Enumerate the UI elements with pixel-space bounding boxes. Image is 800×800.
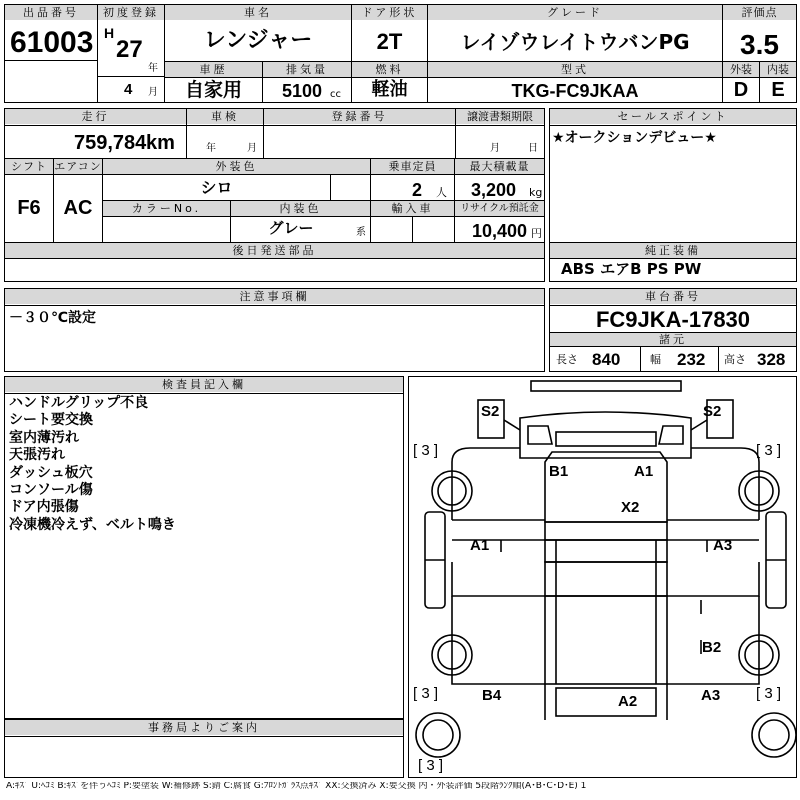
interior-label: 内装 [760, 62, 796, 77]
load-value: 3,200 [471, 180, 517, 200]
car-name: レンジャー [203, 28, 313, 53]
legend-text: A:ｷｽﾞ U:ﾍｺﾐ B:ｷｽﾞを伴うﾍｺﾐ P:要塗装 W:補修跡 S:錆 C:腐食 G:ﾌﾛﾝﾄｶﾞﾗｽ点ｷｽﾞ XX:交換済み X:要交換 内・外装評価 5段階ﾗﾝｸ順(A･B･C･D･E) 1 [6, 782, 587, 791]
damage-s2-right: S2 [703, 403, 722, 420]
car-history: 自家用 [184, 79, 242, 101]
history-label: 車歴 [165, 62, 262, 77]
inspector-label: 検査員記入欄 [5, 377, 403, 392]
inspector-line: 天張汚れ [9, 447, 65, 464]
reg-month-unit: 月 [148, 87, 158, 98]
height-label: 高さ [724, 353, 746, 366]
height-value: 328 [757, 350, 786, 369]
office-label: 事務局よりご案内 [5, 720, 403, 735]
shift-value: F6 [17, 197, 41, 219]
inspection-month-unit: 月 [247, 143, 257, 154]
chassis-number: FC9JKA-17830 [595, 307, 751, 332]
reg-year-unit: 年 [148, 63, 158, 74]
inspector-line: 室内薄汚れ [9, 429, 79, 446]
import-label: 輸入車 [371, 201, 454, 216]
tire-rear-right: [ 3 ] [756, 685, 782, 702]
fuel-type: 軽油 [371, 79, 408, 100]
mileage-value: 759,784 [74, 132, 147, 154]
width-value: 232 [677, 350, 706, 369]
recycle-unit: 円 [531, 227, 542, 240]
recycle-label: リサイクル預託金 [455, 201, 544, 216]
lot-label: 出品番号 [5, 5, 97, 20]
inspector-line: 冷凍機冷えず、ベルト鳴き [9, 516, 176, 533]
era-letter: H [104, 25, 115, 41]
interior-grade: E [771, 79, 785, 101]
plate-label: 登録番号 [264, 109, 455, 124]
tire-rear-left: [ 3 ] [413, 685, 439, 702]
inspector-line: ハンドルグリップ不良 [9, 395, 149, 411]
transfer-month-unit: 月 [490, 143, 500, 154]
capacity-unit: 人 [436, 186, 447, 199]
ac-label: エアコン [54, 160, 102, 173]
first-reg-label: 初度登録 [98, 5, 164, 20]
exterior-grade: D [733, 79, 749, 101]
width-label: 幅 [650, 353, 661, 366]
int-color-unit: 系 [356, 227, 366, 238]
color-no-label: カラーNo. [103, 201, 230, 216]
displacement-label: 排気量 [263, 62, 351, 77]
inspector-line: ドア内張傷 [9, 499, 79, 516]
model-label: 型式 [428, 62, 722, 77]
inspector-line: シート要交換 [9, 412, 93, 429]
door-type: 2T [376, 29, 403, 54]
damage-b2: B2 [702, 639, 722, 656]
tire-front-left: [ 3 ] [413, 442, 439, 459]
car-name-label: 車名 [165, 5, 351, 20]
damage-b1: B1 [549, 463, 569, 480]
score-label: 評価点 [723, 5, 796, 20]
length-label: 長さ [556, 353, 578, 366]
equipment-label: 純正装備 [550, 243, 796, 258]
truck-diagram [408, 376, 797, 778]
damage-s2-left: S2 [481, 403, 500, 420]
ac-value: AC [63, 197, 93, 219]
grade-label: グレード [428, 5, 722, 20]
ext-color-value: シロ [200, 178, 233, 197]
inspector-line: ダッシュ板穴 [9, 464, 93, 481]
displacement-value: 5100 [282, 81, 323, 101]
shift-label: シフト [5, 159, 53, 174]
reg-month: 4 [124, 81, 133, 98]
notes-label: 注意事項欄 [5, 289, 544, 304]
lot-number: 61003 [10, 26, 94, 59]
chassis-label: 車台番号 [550, 289, 796, 304]
sales-point-label: セールスポイント [550, 109, 796, 124]
grade-name: レイゾウレイトウバンPG [460, 30, 690, 54]
transfer-day-unit: 日 [528, 143, 538, 154]
damage-a3-bottom: A3 [701, 687, 721, 704]
inspection-year-unit: 年 [206, 143, 216, 154]
int-color-value: グレー [268, 219, 314, 237]
later-parts-label: 後日発送部品 [5, 243, 544, 258]
fuel-label: 燃料 [352, 62, 427, 77]
mileage-unit: km [146, 132, 175, 154]
sales-point-text: ★オークションデビュー★ [552, 130, 717, 146]
damage-a1-left: A1 [470, 537, 490, 554]
damage-a1-top: A1 [634, 463, 654, 480]
length-value: 840 [592, 350, 621, 369]
recycle-value: 10,400 [472, 221, 528, 241]
door-label: ドア形状 [352, 5, 427, 20]
inspection-label: 車検 [187, 109, 263, 124]
reg-year: 27 [116, 36, 143, 63]
damage-x2: X2 [621, 499, 640, 516]
exterior-label: 外装 [723, 62, 759, 77]
load-unit: kg [529, 186, 543, 199]
damage-a3-right: A3 [713, 537, 733, 554]
inspector-line: コンソール傷 [9, 482, 93, 499]
load-label: 最大積載量 [455, 159, 544, 174]
overall-score: 3.5 [740, 29, 779, 60]
ext-color-label: 外装色 [103, 159, 370, 174]
capacity-label: 乗車定員 [371, 159, 454, 174]
tire-spare: [ 3 ] [418, 757, 444, 774]
model-code: TKG-FC9JKAA [511, 81, 639, 101]
mileage-label: 走行 [5, 109, 186, 124]
capacity-value: 2 [412, 180, 423, 200]
dims-label: 諸元 [550, 333, 796, 346]
tire-front-right: [ 3 ] [756, 442, 782, 459]
int-color-label: 内装色 [231, 201, 370, 216]
inspector-notes [9, 395, 399, 534]
transfer-label: 譲渡書類期限 [456, 109, 544, 124]
damage-a2: A2 [618, 693, 638, 710]
damage-b4: B4 [482, 687, 502, 704]
notes-text: －３０℃設定 [9, 310, 96, 326]
displacement-unit: cc [330, 89, 341, 100]
equipment-text: ABS エアB PS PW [561, 260, 702, 278]
